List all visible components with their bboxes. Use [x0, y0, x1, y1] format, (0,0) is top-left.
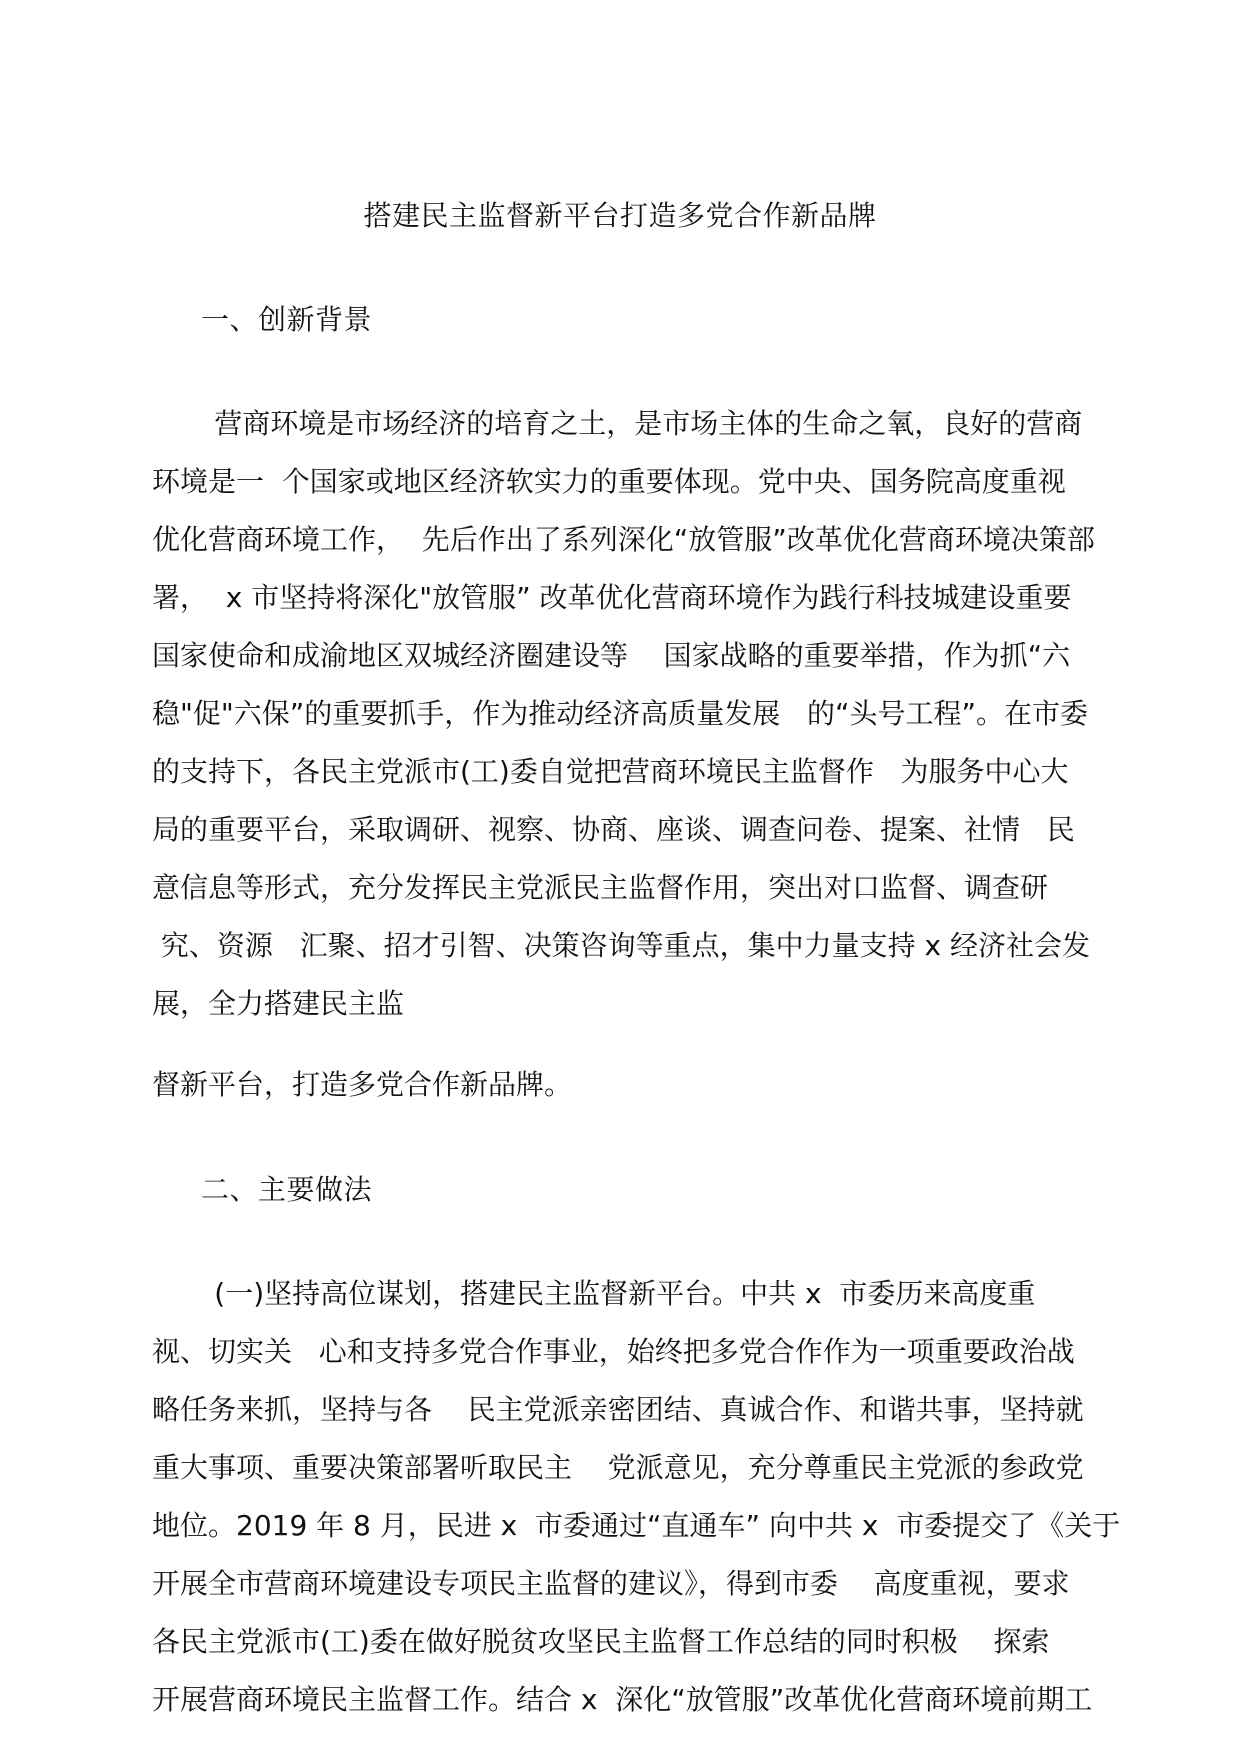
- paragraph-line: 稳"促"六保”的重要抓手，作为推动经济高质量发展 的“头号工程”。在市委: [152, 697, 1088, 730]
- paragraph-line: 地位。2019 年 8 月，民进 x 市委通过“直通车” 向中共 x 市委提交了《关于: [152, 1509, 1121, 1542]
- section-heading-background: 一、创新背景: [201, 303, 373, 336]
- paragraph-line: 环境是一 个国家或地区经济软实力的重要体现。党中央、国务院高度重视: [152, 465, 1066, 498]
- paragraph-line: (一)坚持高位谋划，搭建民主监督新平台。中共 x 市委历来高度重: [152, 1277, 1036, 1310]
- paragraph-line: 营商环境是市场经济的培育之土，是市场主体的生命之氧，良好的营商: [152, 407, 1083, 440]
- section-background-paragraph: [152, 395, 1097, 1033]
- section-heading-main-practices: 二、主要做法: [201, 1173, 373, 1206]
- paragraph-line: 督新平台，打造多党合作新品牌。: [152, 1068, 573, 1101]
- paragraph-line: 各民主党派市(工)委在做好脱贫攻坚民主监督工作总结的同时积极 探索: [152, 1625, 1050, 1658]
- section-background-paragraph-tail: [152, 1056, 1097, 1114]
- paragraph-line: 局的重要平台，采取调研、视察、协商、座谈、调查问卷、提案、社情 民: [152, 813, 1075, 846]
- paragraph-line: 展，全力搭建民主监: [152, 987, 405, 1020]
- paragraph-line: 意信息等形式，充分发挥民主党派民主监督作用，突出对口监督、调查研: [152, 871, 1049, 904]
- paragraph-line: 的支持下，各民主党派市(工)委自觉把营商环境民主监督作 为服务中心大: [152, 755, 1069, 788]
- paragraph-line: 署， x 市坚持将深化"放管服” 改革优化营商环境作为践行科技城建设重要: [152, 581, 1072, 614]
- document-title: 搭建民主监督新平台打造多党合作新品牌: [363, 199, 877, 232]
- paragraph-line: 优化营商环境工作， 先后作出了系列深化“放管服”改革优化营商环境决策部: [152, 523, 1095, 556]
- paragraph-line: 重大事项、重要决策部署听取民主 党派意见，充分尊重民主党派的参政党: [152, 1451, 1084, 1484]
- paragraph-line: 略任务来抓，坚持与各 民主党派亲密团结、真诚合作、和谐共事，坚持就: [152, 1393, 1084, 1426]
- paragraph-line: 开展营商环境民主监督工作。结合 x 深化“放管服”改革优化营商环境前期工: [152, 1683, 1093, 1716]
- paragraph-line: 开展全市营商环境建设专项民主监督的建议》，得到市委 高度重视，要求: [152, 1567, 1070, 1600]
- paragraph-line: 国家使命和成渝地区双城经济圈建设等 国家战略的重要举措，作为抓“六: [152, 639, 1071, 672]
- paragraph-line: 究、资源 汇聚、招才引智、决策咨询等重点，集中力量支持 x 经济社会发: [152, 929, 1090, 962]
- paragraph-line: 视、切实关 心和支持多党合作事业，始终把多党合作作为一项重要政治战: [152, 1335, 1075, 1368]
- section-main-practices-paragraph: [152, 1265, 1121, 1729]
